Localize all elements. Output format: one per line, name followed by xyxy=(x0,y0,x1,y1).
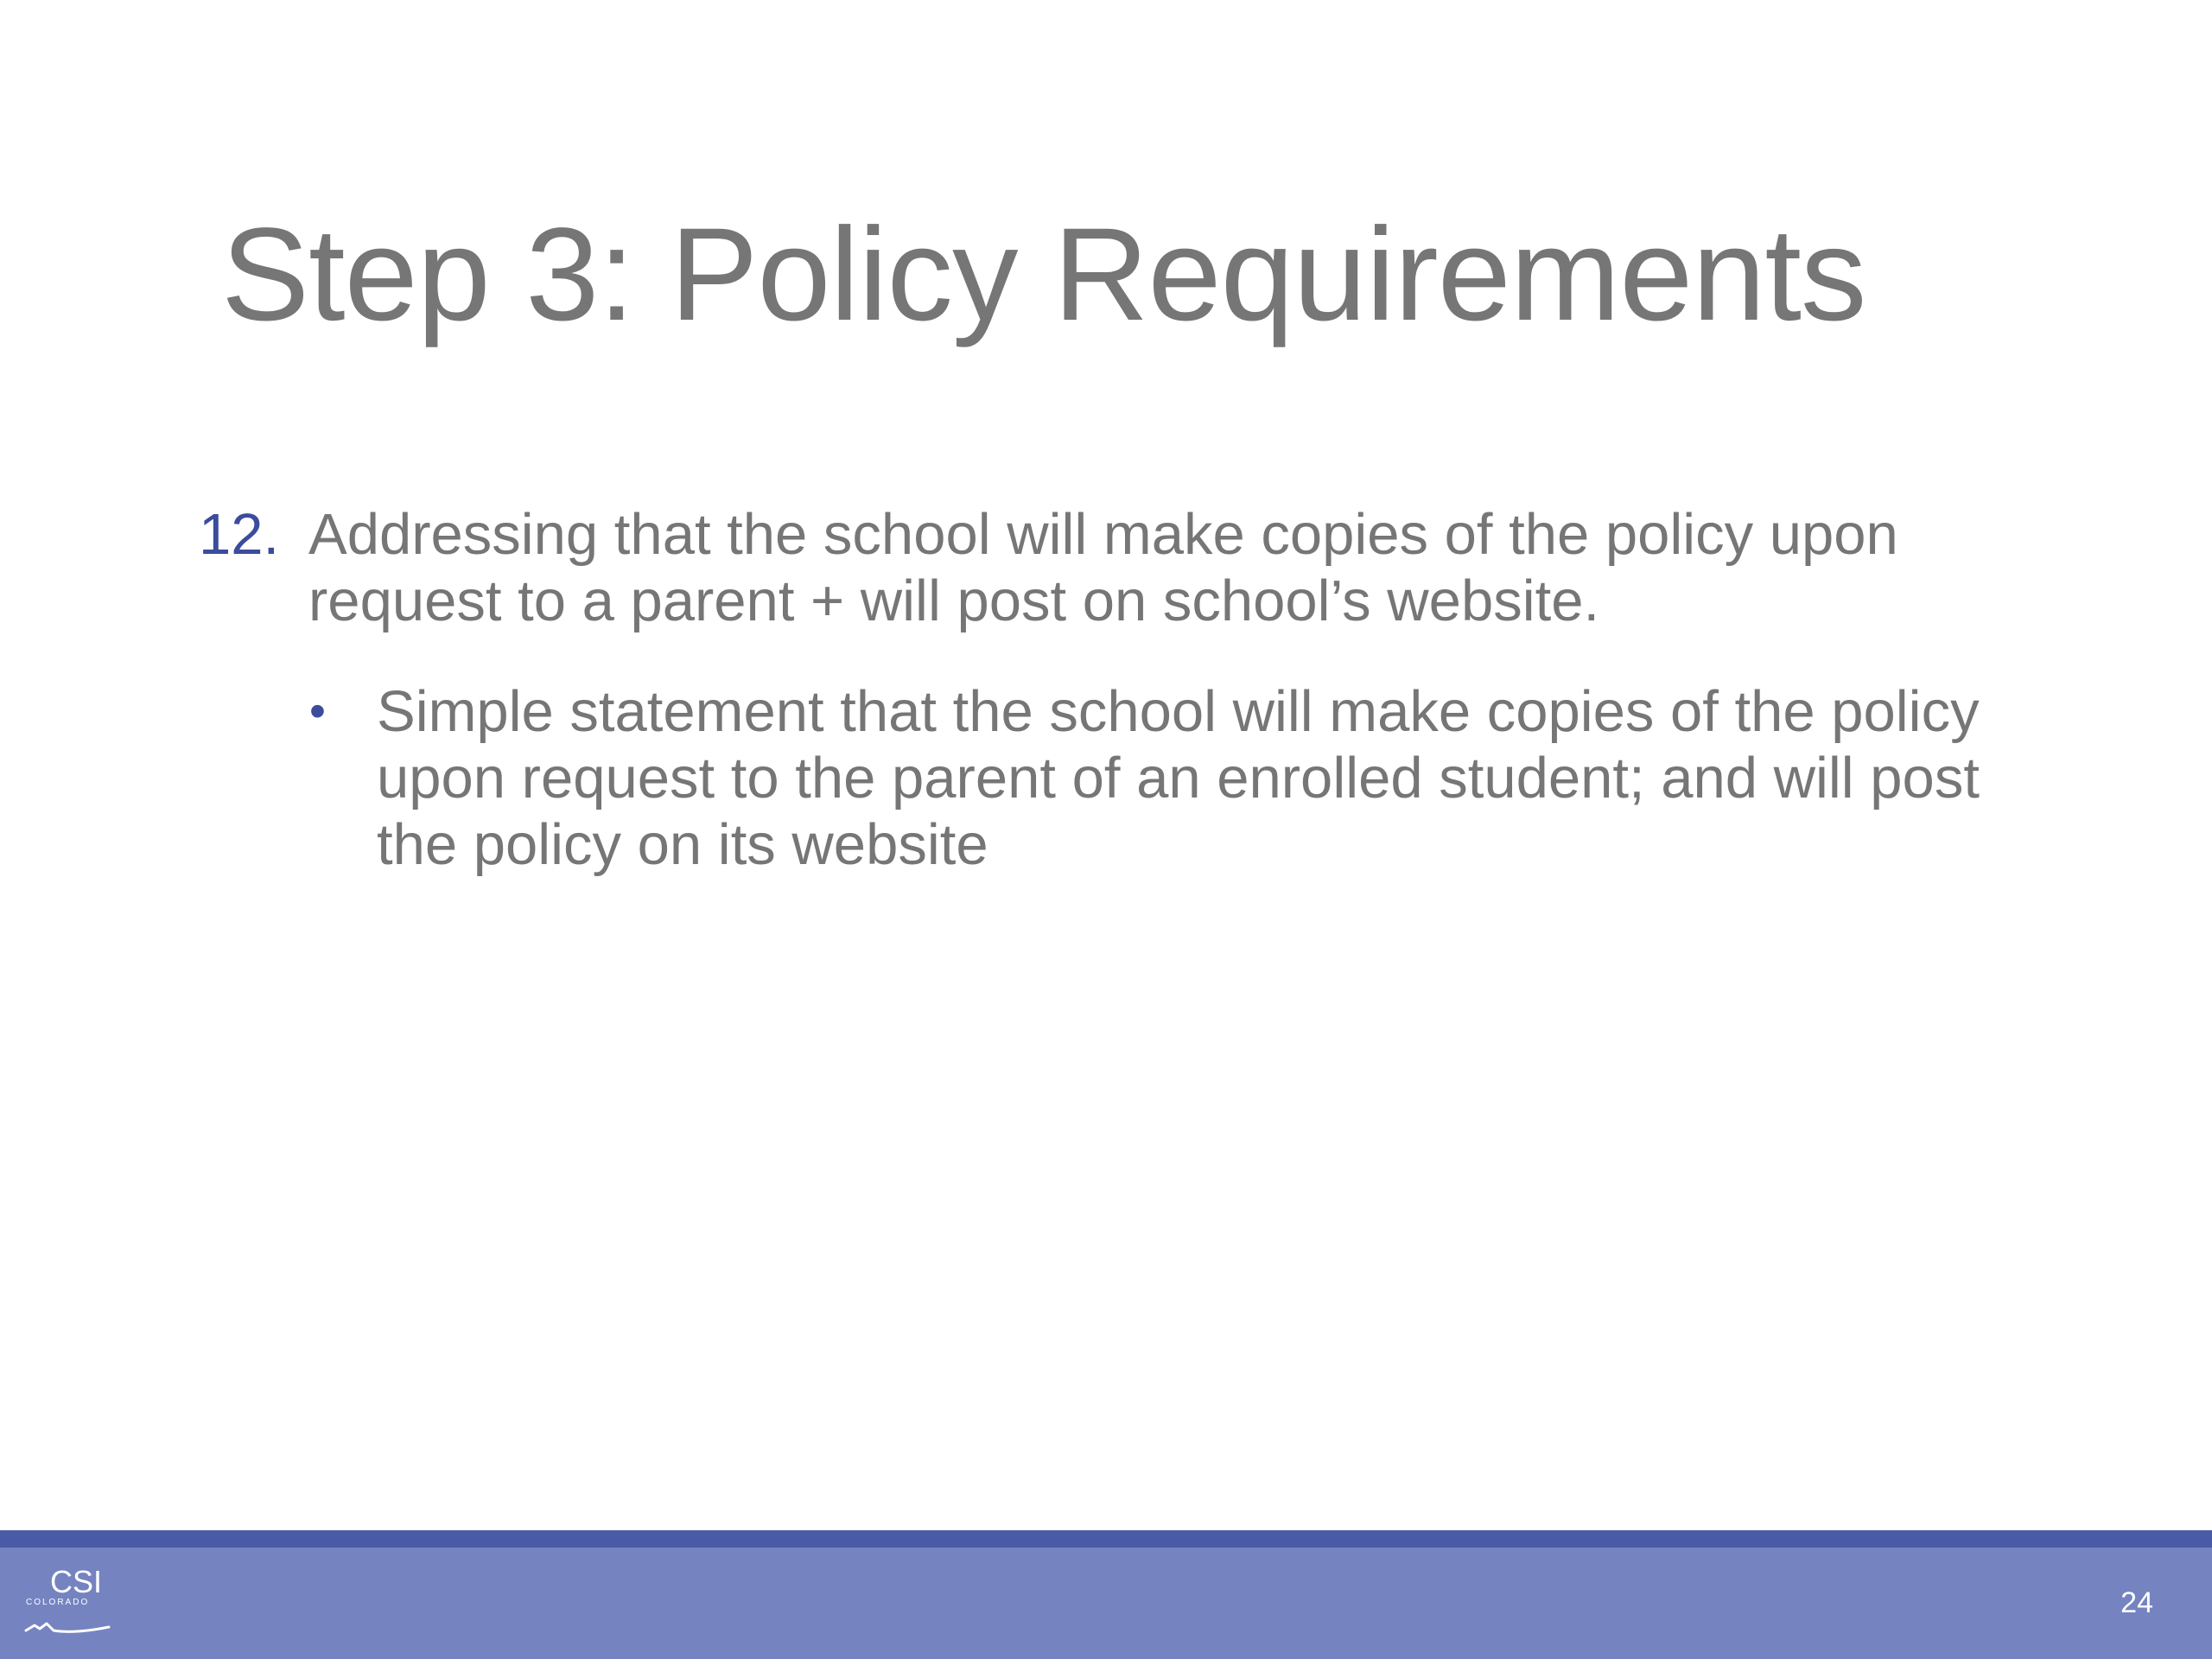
bullet-icon: • xyxy=(309,685,326,737)
page-number: 24 xyxy=(2120,1586,2153,1619)
logo-subtext: COLORADO xyxy=(26,1598,90,1607)
csi-colorado-logo-icon xyxy=(22,1565,118,1643)
footer xyxy=(0,1548,2212,1659)
item-number: 12. xyxy=(199,502,280,567)
slide-title: Step 3: Policy Requirements xyxy=(221,200,1866,348)
footer-stripe xyxy=(0,1530,2212,1548)
mountain-wave-icon xyxy=(22,1608,118,1643)
sub-item-text: Simple statement that the school will make copies of the policy upon request to the parent of an enrolled student; and will post the policy on its website xyxy=(377,679,1980,877)
logo-text: CSI xyxy=(50,1564,103,1599)
item-text: Addressing that the school will make copies of the policy upon request to a parent + will post on school’s website. xyxy=(308,502,1898,633)
